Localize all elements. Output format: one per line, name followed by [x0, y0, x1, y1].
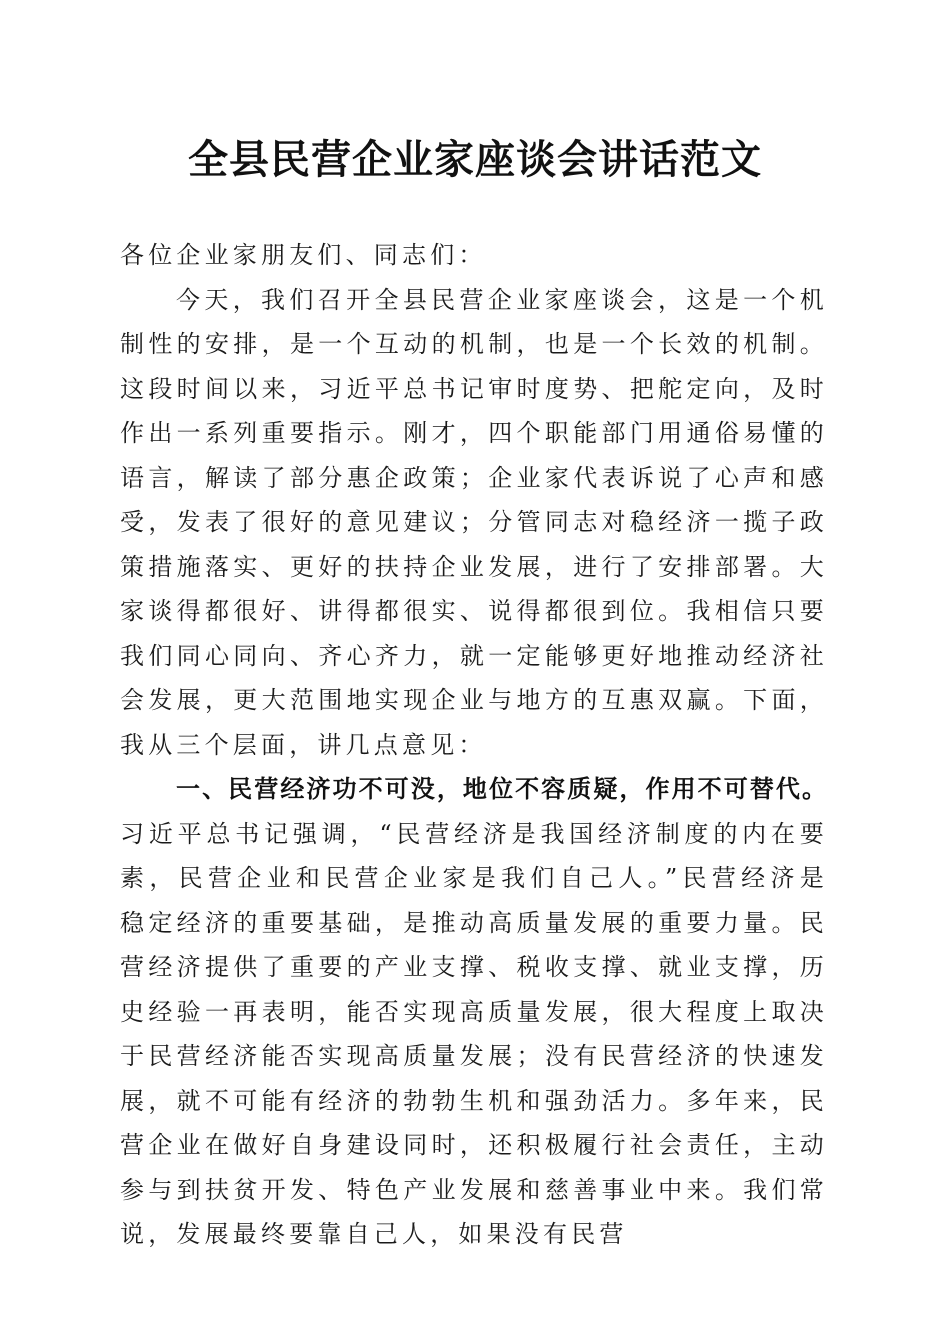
- section-1-body: 习近平总书记强调，“民营经济是我国经济制度的内在要素，民营企业和民营企业家是我们自己人。”民营经济是稳定经济的重要基础，是推动高质量发展的重要力量。民营经济提供了重要的产业支撑、税收支撑、就业支撑，历史经验一再表明，能否实现高质量发展，很大程度上取决于民营经济能否实现高质量发展；没有民营经济的快速发展，就不可能有经济的勃勃生机和强劲活力。多年来，民营企业在做好自身建设同时，还积极履行社会责任，主动参与到扶贫开发、特色产业发展和慈善事业中来。我们常说，发展最终要靠自己人，如果没有民营: [120, 819, 828, 1248]
- salutation: 各位企业家朋友们、同志们：: [120, 241, 487, 269]
- paragraph-intro: 今天，我们召开全县民营企业家座谈会，这是一个机制性的安排，是一个互动的机制，也是一个长效的机制。这段时间以来，习近平总书记审时度势、把舵定向，及时作出一系列重要指示。刚才，四个职能部门用通俗易懂的语言，解读了部分惠企政策；企业家代表诉说了心声和感受，发表了很好的意见建议；分管同志对稳经济一揽子政策措施落实、更好的扶持企业发展，进行了安排部署。大家谈得都很好、讲得都很实、说得都很到位。我相信只要我们同心同向、齐心齐力，就一定能够更好地推动经济社会发展，更大范围地实现企业与地方的互惠双赢。下面，我从三个层面，讲几点意见：: [120, 285, 828, 759]
- document-title: 全县民营企业家座谈会讲话范文: [188, 136, 762, 183]
- document-body: [120, 233, 828, 1257]
- paragraph-section-1: [120, 767, 828, 1257]
- section-1-heading: 一、民营经济功不可没，地位不容质疑，作用不可替代。: [176, 774, 828, 803]
